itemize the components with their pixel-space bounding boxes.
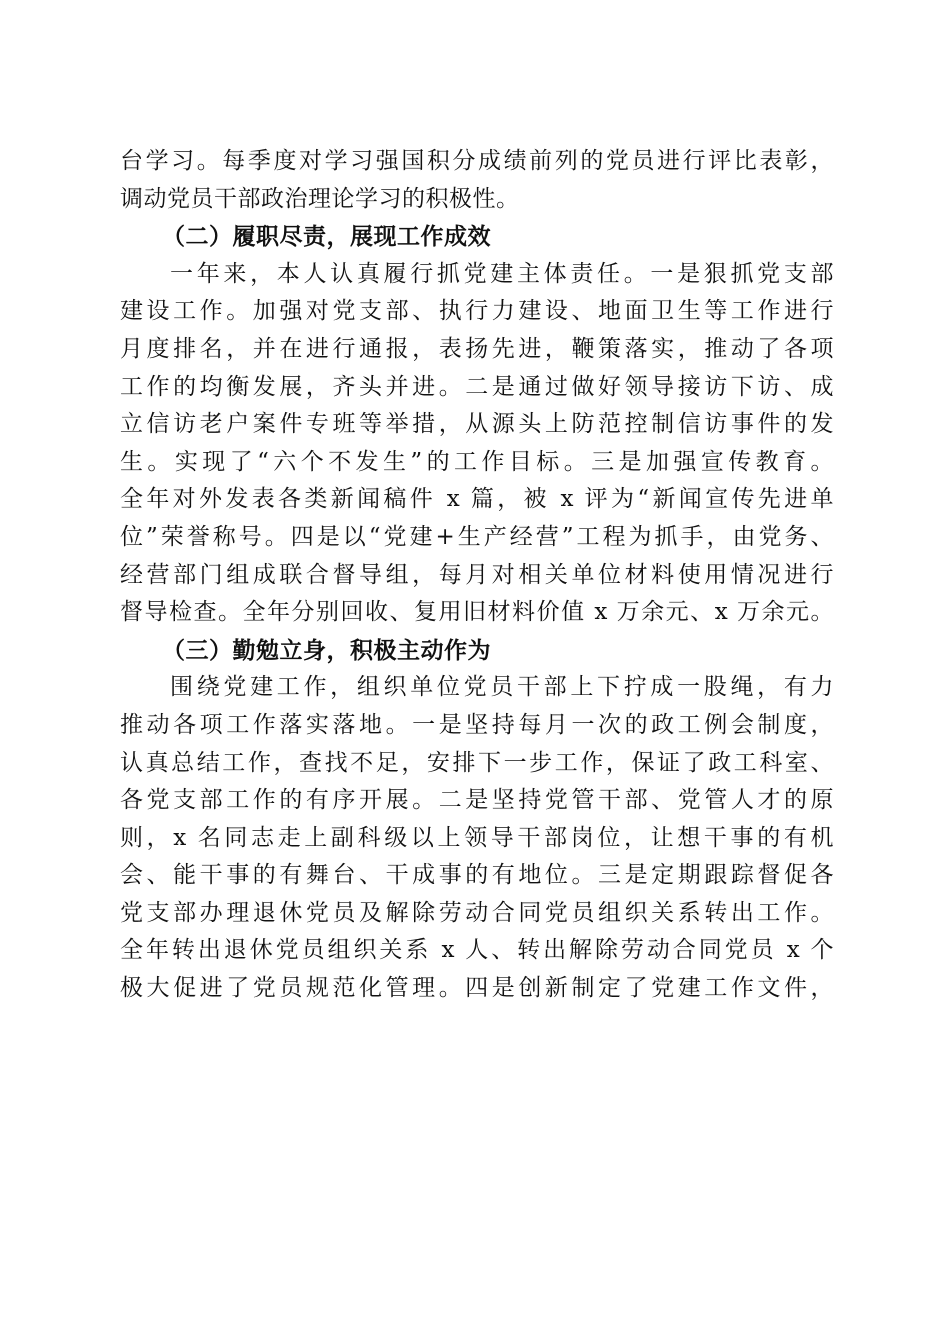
text-line: 认真总结工作，查找不足，安排下一步工作，保证了政工科室、 <box>120 749 834 776</box>
document-body <box>120 143 834 1008</box>
text-line: 工作的均衡发展，齐头并进。二是通过做好领导接访下访、成 <box>120 373 834 400</box>
text-line: 全年对外发表各类新闻稿件 x 篇，被 x 评为“新闻宣传先进单 <box>120 486 834 513</box>
text-line: 则，x 名同志走上副科级以上领导干部岗位，让想干事的有机 <box>120 824 834 851</box>
text-line: 经营部门组成联合督导组，每月对相关单位材料使用情况进行 <box>120 561 834 588</box>
text-line: 全年转出退休党员组织关系 x 人、转出解除劳动合同党员 x 个 <box>120 937 834 964</box>
text-line: 党支部办理退休党员及解除劳动合同党员组织关系转出工作。 <box>120 899 834 926</box>
text-line: 立信访老户案件专班等举措，从源头上防范控制信访事件的发 <box>120 411 834 438</box>
text-line: 围绕党建工作，组织单位党员干部上下拧成一股绳，有力 <box>170 674 834 701</box>
text-line: 调动党员干部政治理论学习的积极性。 <box>120 185 520 212</box>
text-line: 督导检查。全年分别回收、复用旧材料价值 x 万余元、x 万余元。 <box>120 599 834 626</box>
text-line: 极大促进了党员规范化管理。四是创新制定了党建工作文件， <box>120 975 834 1002</box>
text-line: 位”荣誉称号。四是以“党建+生产经营”工程为抓手，由党务、 <box>120 523 834 550</box>
text-line: 台学习。每季度对学习强国积分成绩前列的党员进行评比表彰， <box>120 148 834 174</box>
text-line: 会、能干事的有舞台、干成事的有地位。三是定期跟踪督促各 <box>120 862 834 889</box>
section-heading-3: （三）勤勉立身，积极主动作为 <box>162 636 491 664</box>
text-line: 一年来，本人认真履行抓党建主体责任。一是狠抓党支部 <box>170 260 834 287</box>
text-line: 各党支部工作的有序开展。二是坚持党管干部、党管人才的原 <box>120 787 834 814</box>
text-line: 推动各项工作落实落地。一是坚持每月一次的政工例会制度， <box>120 711 834 738</box>
section-heading-2: （二）履职尽责，展现工作成效 <box>162 223 491 251</box>
text-line: 建设工作。加强对党支部、执行力建设、地面卫生等工作进行 <box>120 298 834 325</box>
text-line: 生。实现了“六个不发生”的工作目标。三是加强宣传教育。 <box>120 448 834 475</box>
text-line: 月度排名，并在进行通报，表扬先进，鞭策落实，推动了各项 <box>120 335 834 362</box>
